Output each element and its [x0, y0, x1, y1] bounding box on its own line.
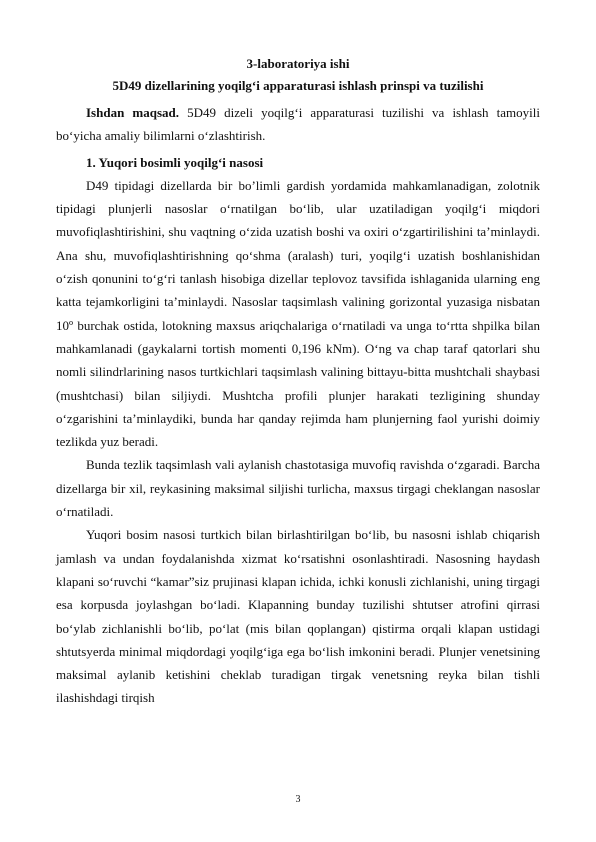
lab-subtitle: 5D49 dizellarining yoqilg‘i apparaturasi ishlash prinspi va tuzilishi: [112, 78, 484, 93]
goal-label: Ishdan maqsad.: [86, 105, 180, 120]
goal-text: 5D49 dizeli yoqilg‘i apparaturasi tuzilishi va ishlash tamoyili bo‘yicha amaliy bilimlarni o‘zlashtirish.: [56, 105, 540, 144]
lab-title: 3-laboratoriya ishi: [246, 56, 350, 71]
document-page: [56, 56, 540, 710]
goal-paragraph: [56, 101, 540, 148]
section-heading: 1. Yuqori bosimli yoqilg‘i nasosi: [86, 154, 264, 170]
body-paragraph-2: Bunda tezlik taqsimlash vali aylanish chastotasiga muvofiq ravishda o‘zgaradi. Barcha dizellarga bir xil, reykasining maksimal siljishi turlicha, maxsus tirgagi cheklangan nasoslar o‘rnatiladi.: [56, 457, 540, 520]
body-paragraph-3: Yuqori bosim nasosi turtkich bilan birlashtirilgan bo‘lib, bu nasosni ishlab chiqarish jamlash va undan foydalanishda xizmat ko‘rsatishni osonlashtiradi. Nasosning haydash klapani so‘ruvchi “kamar”siz prujinasi klapan ichida, ichki konusli zichlanishi, uning tirgagi esa korpusda joylashgan bo‘ladi. Klapanning bunday tuzilishi shtutser atrofini qirrasi bo‘ylab zichlanishli bo‘lib, po‘lat (mis bilan qoplangan) qistirma orqali klapan ustidagi shtutsyerda minimal miqdordagi yoqilg‘iga ega bo‘lish imkonini beradi. Plunjer venetsining maksimal aylanib ketishini cheklab turadigan tirgak venetsning reyka bilan tishli ilashishdagi tirqish: [56, 527, 540, 706]
page-number: 3: [295, 794, 301, 805]
body-paragraph-1: D49 tipidagi dizellarda bir bo’limli gardish yordamida mahkamlanadigan, zolotnik tipidagi plunjerli nasoslar o‘rnatilgan bo‘lib, ular uzatiladigan yoqilg‘i miqdori muvofiqlashtirishini, shu vaqtning o‘zida uzatish boshi va oxiri o‘zgartirilishini ta’minlaydi. Ana shu, muvofiqlashtirishning qo‘shma (aralash) turi, yoqilg‘i uzatish boshlanishidan o‘zish qonunini to‘g‘ri tanlash hisobiga dizellar teplovoz tavsifida ishlaganida ularning eng katta tejamkorligini ta’minlaydi. Nasoslar taqsimlash valining gorizontal yuzasiga nisbatan 10º burchak ostida, lotokning maxsus ariqchalariga o‘rnatiladi va unga to‘rtta shpilka bilan mahkamlanadi (gaykalarni tortish momenti 0,196 kNm). O‘ng va chap taraf qatorlari shu nomli silindrlarining nasos turtkichlari taqsimlash valining bittayu-bitta mushtchali shaybasi (mushtchasi) bilan siljiydi. Mushtcha profili plunjer harakati tezligining shunday o‘zgarishini ta’minlaydiki, bunda har qanday rejimda ham plunjerning faol yurishi doimiy tezlikda yuz beradi.: [56, 177, 540, 450]
